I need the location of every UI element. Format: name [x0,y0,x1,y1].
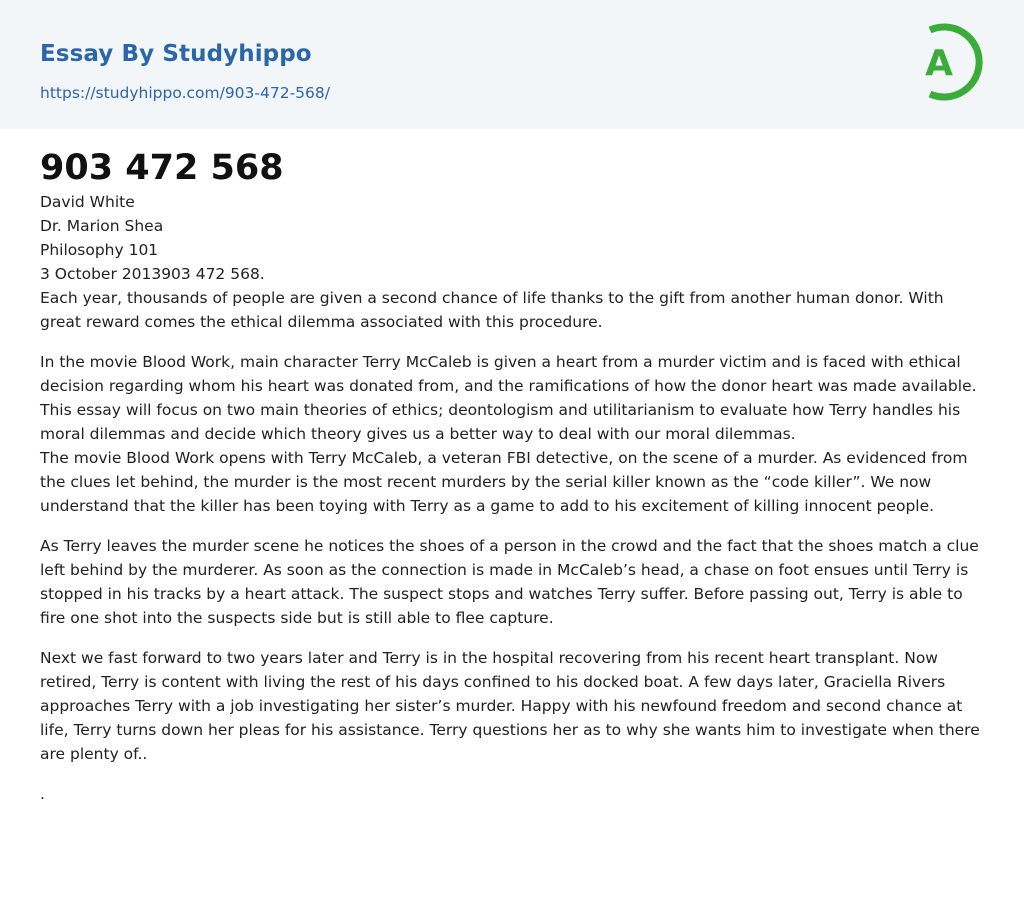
site-title[interactable]: Essay By Studyhippo [40,41,312,67]
essay-ellipsis: . [40,785,45,803]
source-url-link[interactable]: https://studyhippo.com/903-472-568/ [40,84,330,102]
course-name: Philosophy 101 [40,241,159,259]
page-title: 903 472 568 [40,148,284,188]
studyhippo-logo-icon[interactable] [910,18,988,106]
essay-content [40,146,986,806]
author-name: David White [40,193,135,211]
essay-paragraph: Each year, thousands of people are given a second chance of life thanks to the gift from another human donor. With great reward comes the ethical dilemma associated with this procedure. [40,289,944,331]
essay-paragraph: As Terry leaves the murder scene he notices the shoes of a person in the crowd and the fact that the shoes match a clue left behind by the murderer. As soon as the connection is made in McCaleb’s head, a chase on foot ensues until Terry is stopped in his tracks by a heart attack. The suspect stops and watches Terry suffer. Before passing out, Terry is able to fire one shot into the suspects side but is still able to flee capture. [40,537,979,627]
essay-paragraph: In the movie Blood Work, main character Terry McCaleb is given a heart from a murder victim and is faced with ethical decision regarding whom his heart was donated from, and the ramifications of how the donor heart was made available. This essay will focus on two main theories of ethics; deontologism and utilitarianism to evaluate how Terry handles his moral dilemmas and decide which theory gives us a better way to deal with our moral dilemmas. [40,353,977,443]
date-line: 3 October 2013903 472 568. [40,265,265,283]
essay-paragraph: The movie Blood Work opens with Terry McCaleb, a veteran FBI detective, on the scene of a murder. As evidenced from the clues let behind, the murder is the most recent murders by the serial killer known as the “code killer”. We now understand that the killer has been toying with Terry as a game to add to his excitement of killing innocent people. [40,449,968,515]
essay-paragraph: Next we fast forward to two years later and Terry is in the hospital recovering from his recent heart transplant. Now retired, Terry is content with living the rest of his days confined to his docked boat. A few days later, Graciella Rivers approaches Terry with a job investigating her sister’s murder. Happy with his newfound freedom and second chance at life, Terry turns down her pleas for his assistance. Terry questions her as to why she wants him to investigate when there are plenty of.. [40,649,980,763]
logo-letter: A [925,43,953,84]
site-header [0,0,1024,129]
instructor-name: Dr. Marion Shea [40,217,164,235]
